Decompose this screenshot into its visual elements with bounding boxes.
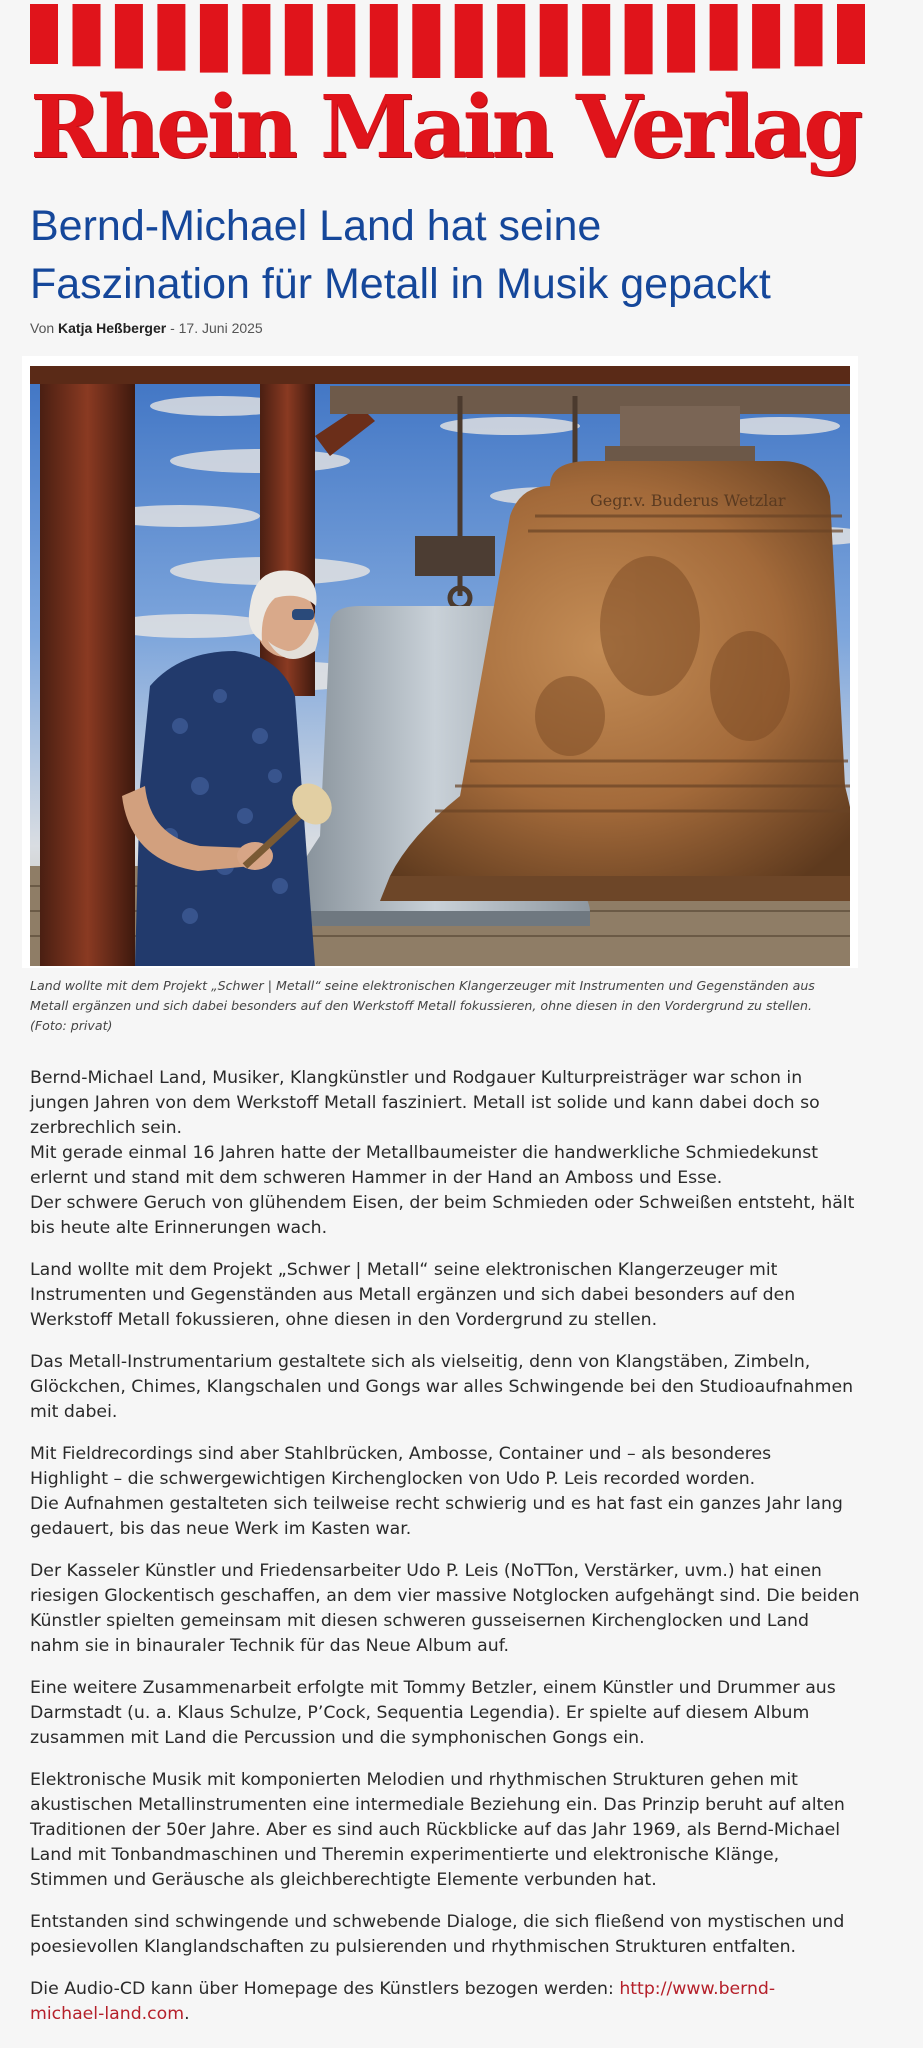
caption-credit: (Foto: privat) [30, 1018, 113, 1033]
sentence-end: . [184, 2004, 190, 2024]
byline-date: 17. Juni 2025 [178, 320, 263, 336]
byline-author[interactable]: Katja Heßberger [58, 320, 167, 336]
bell-inscription: Gegr.v. Buderus Wetzlar [590, 491, 786, 510]
paragraph-line: zerbrechlich sein. [30, 1118, 183, 1138]
cd-order-text: Die Audio-CD kann über Homepage des Künstlers bezogen werden: [30, 1979, 620, 1999]
paragraph-line: poesievollen Klanglandschaften zu pulsierenden und rhythmischen Strukturen entfalten. [30, 1937, 797, 1957]
paragraph-line: zusammen mit Land die Percussion und die symphonischen Gongs ein. [30, 1728, 645, 1748]
paragraph-line: mit dabei. [30, 1402, 118, 1422]
masthead-stripe [157, 4, 185, 71]
paragraph-line: Land mit Tonbandmaschinen und Theremin experimentierte und elektronische Klänge, [30, 1845, 780, 1865]
paragraph-line: Elektronische Musik mit komponierten Melodien und rhythmischen Strukturen gehen mit [30, 1770, 798, 1790]
paragraph-line: Der Kasseler Künstler und Friedensarbeiter Udo P. Leis (NoTTon, Verstärker, uvm.) hat einen [30, 1561, 822, 1581]
headline-line: Bernd-Michael Land hat seine [30, 202, 602, 250]
masthead-logo[interactable] [30, 0, 865, 190]
paragraph-line: Bernd-Michael Land, Musiker, Klangkünstler und Rodgauer Kulturpreisträger war schon in [30, 1068, 803, 1088]
article-paragraph [30, 1350, 900, 1425]
masthead-stripe [540, 4, 568, 77]
masthead-stripe [30, 4, 58, 64]
masthead-stripe [327, 4, 355, 77]
link-text: http://www.bernd- [619, 1979, 776, 1999]
masthead-stripe [667, 4, 695, 73]
paragraph-line: nahm sie in binauraler Technik für das Neue Album auf. [30, 1636, 510, 1656]
paragraph-line: erlernt und stand mit dem schweren Hammer in der Hand an Amboss und Esse. [30, 1168, 723, 1188]
paragraph-line: Instrumenten und Gegenständen aus Metall ergänzen und sich dabei besonders auf den [30, 1285, 796, 1305]
headline-line: Faszination für Metall in Musik gepackt [30, 260, 771, 308]
masthead-stripe [242, 4, 270, 74]
masthead-stripe [752, 4, 780, 69]
article-photo-frame [22, 356, 858, 968]
masthead-stripe [497, 4, 525, 78]
paragraph-line: Künstler spielten gemeinsam mit diesen schweren gusseisernen Kirchenglocken und Land [30, 1611, 809, 1631]
caption-line: Land wollte mit dem Projekt „Schwer | Metall“ seine elektronischen Klangerzeuger mit Instrumenten und Gegenständen aus [30, 978, 815, 993]
paragraph-line: Land wollte mit dem Projekt „Schwer | Metall“ seine elektronischen Klangerzeuger mit [30, 1260, 778, 1280]
masthead-stripe [837, 4, 865, 64]
article-paragraph [30, 1442, 900, 1542]
paragraph-line: Mit gerade einmal 16 Jahren hatte der Metallbaumeister die handwerkliche Schmiedekunst [30, 1143, 818, 1163]
paragraph-line: Highlight – die schwergewichtigen Kirchenglocken von Udo P. Leis recorded worden. [30, 1469, 756, 1489]
article-headline [30, 197, 890, 313]
masthead-stripe [285, 4, 313, 76]
article-body [30, 1066, 900, 2044]
masthead-stripe [115, 4, 143, 69]
byline-prefix: Von [30, 320, 55, 336]
byline [30, 320, 890, 336]
link-text: michael-land.com [30, 2004, 185, 2024]
masthead-stripes [30, 0, 865, 80]
masthead-stripe [455, 4, 483, 78]
article-paragraph [30, 1066, 900, 1241]
article-paragraph [30, 1910, 900, 1960]
masthead-wordmark: Rhein Main Verlag [30, 77, 860, 178]
masthead-stripe [370, 4, 398, 78]
paragraph-line: Traditionen der 50er Jahre. Aber es sind auch Rückblicke auf das Jahr 1969, als Bernd-Michael [30, 1820, 841, 1840]
article-paragraph [30, 1258, 900, 1333]
paragraph-line: akustischen Metallinstrumenten eine intermediale Beziehung ein. Das Prinzip beruht auf alten [30, 1795, 845, 1815]
paragraph-line: gedauert, bis das neue Werk im Kasten war. [30, 1519, 412, 1539]
masthead-stripe [795, 4, 823, 66]
paragraph-line: Werkstoff Metall fokussieren, ohne diesen in den Vordergrund zu stellen. [30, 1310, 658, 1330]
paragraph-line: riesigen Glockentisch geschaffen, an dem vier massive Notglocken aufgehängt sind. Die beiden [30, 1586, 860, 1606]
paragraph-line: Die Aufnahmen gestalteten sich teilweise recht schwierig und es hat fast ein ganzes Jahr lang [30, 1494, 843, 1514]
byline-separator: - [170, 320, 175, 336]
paragraph-line: Der schwere Geruch von glühendem Eisen, der beim Schmieden oder Schweißen entsteht, hält [30, 1193, 855, 1213]
caption-line: Metall ergänzen und sich dabei besonders auf den Werkstoff Metall fokussieren, ohne diesen in den Vordergrund zu stellen. [30, 998, 812, 1013]
masthead-stripe [625, 4, 653, 74]
masthead-stripe [73, 4, 101, 66]
article-photo[interactable] [30, 366, 850, 966]
paragraph-line: Stimmen und Geräusche als gleichberechtigte Elemente verbunden hat. [30, 1870, 657, 1890]
article-paragraph [30, 1676, 900, 1751]
paragraph-line: bis heute alte Erinnerungen wach. [30, 1218, 328, 1238]
paragraph-line: Eine weitere Zusammenarbeit erfolgte mit Tommy Betzler, einem Künstler und Drummer aus [30, 1678, 836, 1698]
paragraph-line: Mit Fieldrecordings sind aber Stahlbrücken, Ambosse, Container und – als besonderes [30, 1444, 772, 1464]
paragraph-line: Darmstadt (u. a. Klaus Schulze, P’Cock, Sequentia Legendia). Er spielte auf diesem Album [30, 1703, 810, 1723]
article-paragraph [30, 1768, 900, 1893]
paragraph-line: Glöckchen, Chimes, Klangschalen und Gongs war alles Schwingende bei den Studioaufnahmen [30, 1377, 854, 1397]
masthead-stripe [200, 4, 228, 73]
masthead-stripe [412, 4, 440, 78]
article-paragraph [30, 1977, 900, 2027]
article-paragraph [30, 1559, 900, 1659]
paragraph-line: Entstanden sind schwingende und schwebende Dialoge, die sich fließend von mystischen und [30, 1912, 845, 1932]
paragraph-line: jungen Jahren von dem Werkstoff Metall fasziniert. Metall ist solide und kann dabei doch so [30, 1093, 820, 1113]
masthead-stripe [582, 4, 610, 76]
photo-caption [30, 976, 870, 1036]
masthead-stripe [710, 4, 738, 71]
paragraph-line: Das Metall-Instrumentarium gestaltete sich als vielseitig, denn von Klangstäben, Zimbeln, [30, 1352, 811, 1372]
